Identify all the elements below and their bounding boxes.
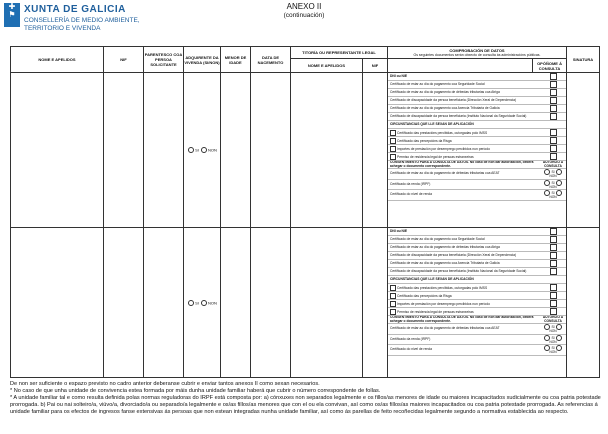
list-item: Certificado do nivel de renda	[388, 190, 540, 201]
circumstance-checkbox[interactable]	[390, 138, 396, 144]
guardian-nif-cell[interactable]	[363, 73, 388, 228]
signature-cell[interactable]	[567, 73, 600, 228]
oppose-checkbox[interactable]	[550, 292, 557, 299]
circumstance-checkbox[interactable]	[390, 130, 396, 136]
list-item: Certificado das percepcións da Risga	[388, 137, 540, 145]
col-birth-date: DATA DE NACEMENTO	[251, 47, 291, 73]
col-signature: SINATURA	[567, 47, 600, 73]
table-row	[11, 73, 600, 228]
list-item: Certificado de estar ao día do pagamento coa Seguridade Social	[388, 81, 540, 89]
birth-date-cell[interactable]	[251, 73, 291, 228]
list-item: Certificado de estar ao día do pagamento de débedas tributarias coa AEAT	[388, 324, 540, 335]
col-guardian-name: NOME E APELIDOS	[291, 59, 363, 73]
list-item: Permiso de residencia legal de persoas estranxeiras	[388, 153, 540, 161]
list-item: Certificado de discapacidade da persoa beneficiaria (Instituto Nacional da Seguridade Social)	[388, 113, 540, 121]
signature-cell[interactable]	[567, 228, 600, 378]
oppose-checkbox[interactable]	[550, 145, 557, 152]
col-oppose: OPÓÑOME Á CONSULTA	[533, 59, 567, 73]
oppose-checkbox[interactable]	[550, 300, 557, 307]
oppose-checkbox[interactable]	[550, 97, 557, 104]
guardian-name-cell[interactable]	[291, 73, 363, 228]
acquirer-cell: SI NON	[184, 228, 221, 378]
consent-title: CONSENTIMENTO PARA A CONSULTA DE DATOS. No caso de non dar autorización, deberá achegar o documento correspondente.	[388, 161, 540, 169]
logo: ✚ ⚑	[4, 3, 20, 27]
list-item: Certificado da renda (IRPF)	[388, 334, 540, 345]
oppose-checkbox[interactable]	[550, 89, 557, 96]
col-minor: MENOR DE IDADE	[221, 47, 251, 73]
circumstances-title: CIRCUNSTANCIAS QUE LLE SEXAN DE APLICACIÓN	[388, 276, 540, 284]
consent-title: CONSENTIMENTO PARA A CONSULTA DE DATOS. No caso de non dar autorización, deberá achegar o documento correspondente.	[388, 316, 540, 324]
galicia-coat-of-arms-icon: ✚	[8, 2, 16, 11]
circumstance-checkbox[interactable]	[390, 301, 396, 307]
oppose-checkbox[interactable]	[550, 105, 557, 112]
acquirer-no-radio[interactable]	[201, 147, 207, 153]
list-item: Certificado de discapacidade da persoa beneficiaria (Dirección Xeral de Dependencia)	[388, 97, 540, 105]
oppose-checkbox[interactable]	[550, 137, 557, 144]
circumstances-title: CIRCUNSTANCIAS QUE LLE SEXAN DE APLICACIÓN	[388, 121, 540, 129]
acquirer-yes-radio[interactable]	[188, 147, 194, 153]
oppose-checkbox[interactable]	[550, 268, 557, 275]
list-item: Importes de prestación por desemprego percibidos nun período	[388, 300, 540, 308]
oppose-checkbox[interactable]	[550, 113, 557, 120]
oppose-checkbox[interactable]	[550, 244, 557, 251]
minor-cell[interactable]	[221, 228, 251, 378]
footer-note: * No caso de que unha unidade de convivencia estea formada por máis dunha unidade familiar haberá que cubrir o número correspondente de follas.	[10, 388, 381, 394]
birth-date-cell[interactable]	[251, 228, 291, 378]
footer-note: De non ser suficiente o espazo previsto no cadro anterior deberanse cubrir e enviar tantos anexos II como sexan necesarios.	[10, 381, 320, 387]
department-name: CONSELLERÍA DE MEDIO AMBIENTE, TERRITORIO E VIVENDA	[24, 17, 140, 32]
list-item: Certificado de estar ao día do pagamento de débedas tributarias coa Atriga	[388, 244, 540, 252]
oppose-checkbox[interactable]	[550, 284, 557, 291]
acquirer-yes-radio[interactable]	[188, 300, 194, 306]
list-item: Certificado de discapacidade da persoa beneficiaria (Instituto Nacional da Seguridade Social)	[388, 268, 540, 276]
list-item: Certificado de estar ao día do pagamento coa Seguridade Social	[388, 236, 540, 244]
col-name: NOME E APELIDOS	[11, 47, 104, 73]
footer-note: * A unidade familiar tal e como resulta definida polas normas reguladoras do IRPF está composta por: a) cónxuxes non separados legalmente e os fillos/as menores de idade ou maiores incapacitados xudicialmente ou coa patria potestade prorrogada. b) Pai ou nai solteiro/a, viúvo/a, divorciado/a ou separado/a legalmente e os/as fillos/as menores que con el ou ela convivan, así como os/as fillos/as maiores incapacitados ou coa patria potestade prorrogada. As referencias á unidade familiar para os efectos de ingresos fanse extensivas ás persoas que non estean integradas nunha unidade familiar, así como ás parellas de feito recoñecidas legalmente segundo a normativa establecida ao respecto.	[10, 395, 601, 415]
list-item: Certificado de discapacidade da persoa beneficiaria (Dirección Xeral de Dependencia)	[388, 252, 540, 260]
footer-notes	[10, 381, 602, 416]
circumstance-checkbox[interactable]	[390, 154, 396, 160]
annex-title: ANEXO II	[286, 2, 322, 11]
guardian-nif-cell[interactable]	[363, 228, 388, 378]
authorize-label: AUTORIZO A CONSULTA	[540, 161, 566, 169]
oppose-checkbox[interactable]	[550, 260, 557, 267]
list-item: Certificado do nivel de renda	[388, 345, 540, 356]
oppose-checkbox[interactable]	[550, 153, 557, 160]
circumstance-checkbox[interactable]	[390, 309, 396, 315]
list-item: DNI ou NIE	[388, 228, 540, 236]
relationship-cell[interactable]	[144, 73, 184, 228]
oppose-checkbox[interactable]	[550, 236, 557, 243]
annex-subtitle: (continuación)	[283, 12, 325, 19]
list-item: DNI ou NIE	[388, 73, 540, 81]
list-item: Certificado das prestacións percibidas, outorgadas polo IMSS	[388, 284, 540, 292]
name-cell[interactable]	[11, 73, 104, 228]
col-acquirer: ADQUIRENTE DA VIVENDA (SI/NON)	[184, 47, 221, 73]
list-item: Certificado de estar ao día do pagamento coa Axencia Tributaria de Galicia	[388, 105, 540, 113]
list-item: Certificado das prestacións percibidas, outorgadas polo IMSS	[388, 129, 540, 137]
oppose-checkbox[interactable]	[550, 81, 557, 88]
circumstance-checkbox[interactable]	[390, 146, 396, 152]
col-nif: NIF	[104, 47, 144, 73]
nif-cell[interactable]	[104, 228, 144, 378]
acquirer-cell: SI NON	[184, 73, 221, 228]
guardian-name-cell[interactable]	[291, 228, 363, 378]
circumstance-checkbox[interactable]	[390, 293, 396, 299]
list-item: Certificado de estar ao día do pagamento de débedas tributarias coa AEAT	[388, 169, 540, 180]
list-item: Permiso de residencia legal de persoas estranxeiras	[388, 308, 540, 316]
circumstance-checkbox[interactable]	[390, 285, 396, 291]
list-item: Certificado da renda (IRPF)	[388, 179, 540, 190]
authorize-label: AUTORIZO A CONSULTA	[540, 316, 566, 324]
oppose-checkbox[interactable]	[550, 129, 557, 136]
table-row	[11, 228, 600, 378]
relationship-cell[interactable]	[144, 228, 184, 378]
oppose-checkbox[interactable]	[550, 228, 557, 235]
list-item: Certificado de estar ao día do pagamento coa Axencia Tributaria de Galicia	[388, 260, 540, 268]
household-members-table	[10, 46, 600, 378]
oppose-checkbox[interactable]	[550, 308, 557, 315]
brand-name: XUNTA DE GALICIA	[24, 4, 126, 15]
acquirer-no-radio[interactable]	[201, 300, 207, 306]
list-item: Importes de prestación por desemprego percibidos nun período	[388, 145, 540, 153]
oppose-checkbox[interactable]	[550, 252, 557, 259]
col-data-check: COMPROBACIÓN DE DATOS Os seguintes documentos serán obxecto de consulta ás administracións públicas.	[388, 47, 567, 59]
minor-cell[interactable]	[221, 73, 251, 228]
consult-list: DNI ou NIE Certificado de estar ao día do pagamento coa Seguridade Social Certificado de estar ao día do pagamento de débedas tributarias coa Atriga Certificado de discapacidade da persoa beneficiaria (Dirección Xeral de Dependencia) Certificado de estar ao día do pagamento coa Axencia Tributaria de Galicia Certificado de discapacidade da persoa beneficiaria (Instituto Nacional da Seguridade Social) CIRCUNSTANCIAS QUE LLE SEXAN DE APLICACIÓN Certificado das prestacións percibidas, outorgadas polo IMSS Certificado das percepcións da Risga Importes de prestación por desemprego percibidos nun período Permiso de residencia legal de persoas estranxeiras CONSENTIMENTO PARA A CONSULTA DE DATOS. No caso de non dar autorización, deberá achegar o documento correspondente. AUTORIZO A CONSULTA Certificado de estar ao día do pagamento de débedas tributarias coa AEAT SINON Certificado da renda (IRPF) SINON Certificado do nivel de renda SINON	[388, 73, 566, 201]
list-item: Certificado das percepcións da Risga	[388, 292, 540, 300]
consult-list: DNI ou NIE Certificado de estar ao día do pagamento coa Seguridade Social Certificado de estar ao día do pagamento de débedas tributarias coa Atriga Certificado de discapacidade da persoa beneficiaria (Dirección Xeral de Dependencia) Certificado de estar ao día do pagamento coa Axencia Tributaria de Galicia Certificado de discapacidade da persoa beneficiaria (Instituto Nacional da Seguridade Social) CIRCUNSTANCIAS QUE LLE SEXAN DE APLICACIÓN Certificado das prestacións percibidas, outorgadas polo IMSS Certificado das percepcións da Risga Importes de prestación por desemprego percibidos nun período Permiso de residencia legal de persoas estranxeiras CONSENTIMENTO PARA A CONSULTA DE DATOS. No caso de non dar autorización, deberá achegar o documento correspondente. AUTORIZO A CONSULTA Certificado de estar ao día do pagamento de débedas tributarias coa AEAT SINON Certificado da renda (IRPF) SINON Certificado do nivel de renda SINON	[388, 228, 566, 356]
name-cell[interactable]	[11, 228, 104, 378]
list-item: Certificado de estar ao día do pagamento de débedas tributarias coa Atriga	[388, 89, 540, 97]
col-relationship: PARENTESCO COA PERSOA SOLICITANTE	[144, 47, 184, 73]
col-guardian-nif: NIF	[363, 59, 388, 73]
oppose-checkbox[interactable]	[550, 73, 557, 80]
nif-cell[interactable]	[104, 73, 144, 228]
col-guardian: TITORÍA OU REPRESENTANTE LEGAL	[291, 47, 388, 59]
